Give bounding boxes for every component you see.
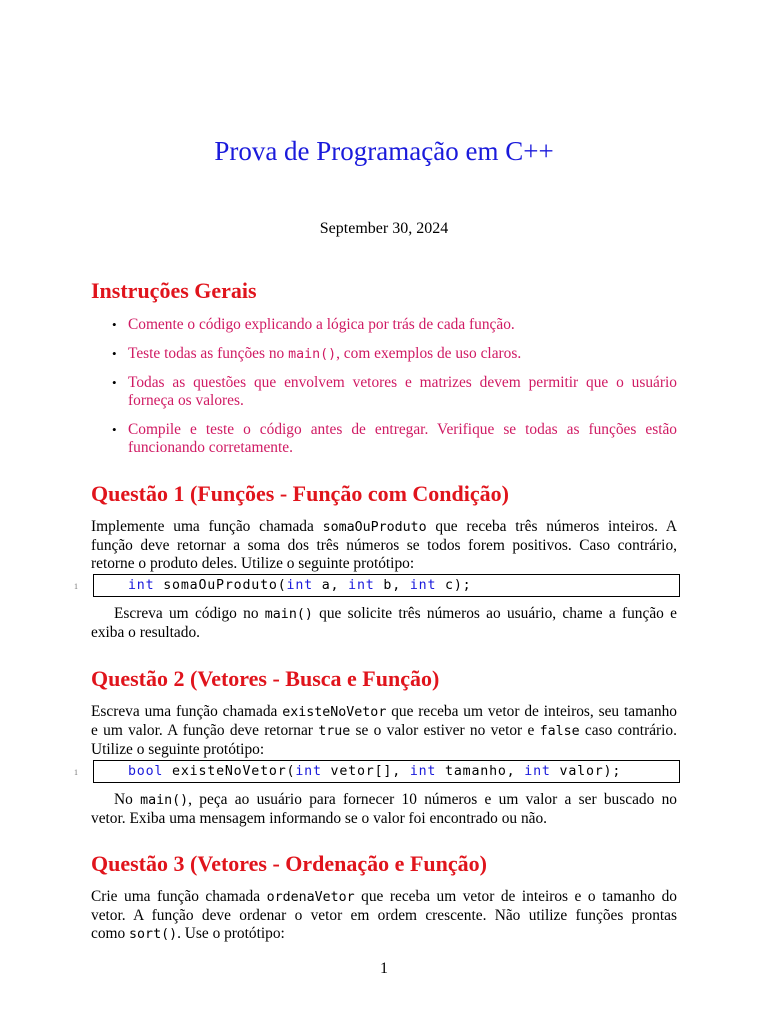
document-title: Prova de Programação em C++ (214, 136, 554, 166)
instruction-item (91, 316, 677, 334)
text-part: como (91, 925, 130, 942)
text-part: que receba um vetor de inteiros e o tamanho do (354, 888, 677, 905)
bullet-icon: • (112, 346, 117, 361)
text-part: que solicite três números ao usuário, chame a função e (312, 605, 677, 622)
text-part: que receba um vetor de inteiros, seu tamanho (386, 703, 677, 720)
paragraph-line: exiba o resultado. (91, 624, 200, 641)
code-keyword: int (409, 578, 437, 593)
paragraph-line: vetor. Exiba uma mensagem informando se o valor foi encontrado ou não. (91, 810, 548, 827)
question-2-heading: Questão 2 (Vetores - Busca e Função) (91, 666, 440, 691)
text-part: se o valor estiver no vetor e (350, 722, 540, 739)
instruction-item (91, 345, 677, 364)
paragraph-line: Utilize o seguinte protótipo: (91, 741, 265, 758)
instruction-text-part: Teste todas as funções no (128, 345, 289, 362)
code-text: a, (312, 578, 349, 593)
paragraph-line (91, 605, 677, 624)
code-text: somaOuProduto( (154, 578, 287, 593)
code-text: c); (436, 578, 472, 593)
paragraph-line: retorne o produto deles. Utilize o seguinte protótipo: (91, 555, 415, 572)
question-1-heading: Questão 1 (Funções - Função com Condição) (91, 481, 509, 506)
inline-code: main() (264, 607, 313, 622)
instruction-text: Compile e teste o código antes de entregar. Verifique se todas as funções estão (128, 421, 677, 438)
instruction-text-part: , com exemplos de uso claros. (336, 345, 522, 362)
text-part: . Use o protótipo: (177, 925, 285, 942)
inline-code: somaOuProduto (322, 520, 427, 535)
bullet-icon: • (112, 375, 117, 390)
instruction-text: funcionando corretamente. (128, 439, 293, 456)
code-line-number: 1 (74, 582, 78, 591)
document-date: September 30, 2024 (319, 220, 449, 237)
text-part: caso contrário. (579, 722, 677, 739)
question-2-code-block (93, 760, 680, 783)
paragraph-line (91, 791, 677, 810)
inline-code: true (318, 724, 351, 739)
text-part: No (114, 791, 141, 808)
code-keyword: int (295, 764, 322, 779)
inline-code: sort() (129, 927, 178, 942)
paragraph-line (91, 518, 677, 537)
instruction-item (91, 374, 677, 410)
code-keyword: bool (128, 764, 164, 779)
paragraph-line (91, 888, 677, 907)
question-3-paragraph (91, 888, 677, 944)
text-part: Escreva uma função chamada (91, 703, 283, 720)
text-part: Implemente uma função chamada (91, 518, 323, 535)
paragraph-line (91, 925, 677, 944)
code-keyword: int (348, 578, 375, 593)
paragraph-line (91, 703, 677, 722)
text-part: Crie uma função chamada (91, 888, 267, 905)
code-text: b, (374, 578, 410, 593)
question-2-paragraph-2 (91, 791, 677, 828)
paragraph-line: função deve retornar a soma dos três números se todos forem positivos. Caso contrário, (91, 537, 677, 554)
instructions-heading: Instruções Gerais (91, 278, 257, 303)
code-keyword: int (409, 764, 437, 779)
bullet-icon: • (112, 422, 117, 437)
instruction-text: forneça os valores. (128, 392, 244, 409)
question-2-paragraph (91, 703, 677, 759)
inline-code: false (539, 724, 580, 739)
code-keyword: int (286, 578, 313, 593)
page-number: 1 (380, 960, 388, 977)
instruction-text: Todas as questões que envolvem vetores e matrizes devem permitir que o usuário (128, 374, 677, 391)
text-part: que receba três números inteiros. A (426, 518, 677, 535)
paragraph-line (91, 722, 677, 741)
inline-code: main() (140, 793, 189, 808)
inline-code: existeNoVetor (282, 705, 387, 720)
question-3-heading: Questão 3 (Vetores - Ordenação e Função) (91, 851, 487, 876)
text-part: e um valor. A função deve retornar (91, 722, 319, 739)
text-part: Escreva um código no (114, 605, 265, 622)
code-keyword: int (128, 578, 155, 593)
inline-code: ordenaVetor (266, 890, 355, 905)
code-text: tamanho, (436, 764, 525, 779)
paragraph-line: vetor. A função deve ordenar o vetor em ordem crescente. Não utilize funções prontas (91, 907, 677, 924)
instruction-text (128, 345, 521, 362)
code-text: vetor[], (321, 764, 410, 779)
code-text: existeNoVetor( (163, 764, 296, 779)
code-text: valor); (550, 764, 622, 779)
code-line-number: 1 (74, 768, 78, 777)
inline-code: main() (288, 347, 337, 362)
instruction-item (91, 421, 677, 457)
question-1-paragraph (91, 518, 677, 573)
code-keyword: int (524, 764, 551, 779)
question-1-paragraph-2 (91, 605, 677, 642)
text-part: , peça ao usuário para fornecer 10 números e um valor a ser buscado no (188, 791, 677, 808)
instruction-text: Comente o código explicando a lógica por trás de cada função. (128, 316, 515, 333)
question-1-code-block (93, 574, 680, 597)
bullet-icon: • (112, 317, 117, 332)
